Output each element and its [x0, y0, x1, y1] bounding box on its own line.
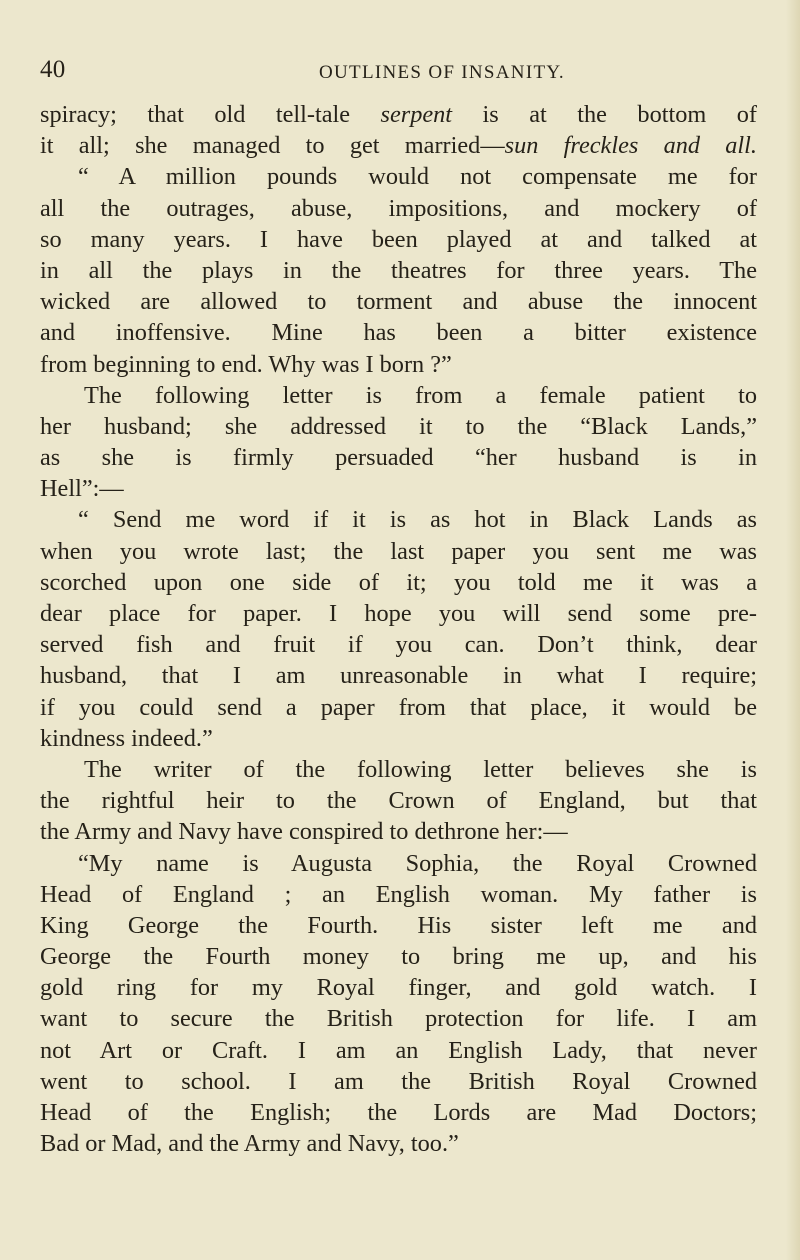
text-line: scorched upon one side of it; you told me it was a: [40, 568, 757, 596]
text-line: Bad or Mad, and the Army and Navy, too.”: [40, 1130, 459, 1158]
text-line: husband, that I am unreasonable in what I require;: [40, 662, 757, 690]
text-line: George the Fourth money to bring me up, and his: [40, 943, 757, 971]
text-line: so many years. I have been played at and talked at: [40, 225, 757, 253]
text-line: The following letter is from a female patient to: [84, 381, 757, 409]
text-line: Head of England ; an English woman. My father is: [40, 880, 757, 908]
text-line: when you wrote last; the last paper you sent me was: [40, 537, 757, 565]
text-line: not Art or Craft. I am an English Lady, that never: [40, 1036, 757, 1064]
text-line: as she is firmly persuaded “her husband is in: [40, 444, 757, 472]
text-line: “ Send me word if it is as hot in Black Lands as: [78, 506, 757, 534]
text-line: the Army and Navy have conspired to dethrone her:—: [40, 818, 568, 846]
text-line: in all the plays in the theatres for three years. The: [40, 256, 757, 284]
text-line: kindness indeed.”: [40, 724, 213, 752]
italic-phrase: sun freckles and all.: [504, 132, 757, 160]
text-line: and inoffensive. Mine has been a bitter existence: [40, 319, 757, 347]
text-line: dear place for paper. I hope you will send some pre-: [40, 600, 757, 627]
text-line: want to secure the British protection for life. I am: [40, 1005, 757, 1033]
text-line: the rightful heir to the Crown of England, but that: [40, 787, 757, 815]
text-line: served fish and fruit if you can. Don’t think, dear: [40, 631, 757, 659]
text-line: wicked are allowed to torment and abuse the innocent: [40, 288, 757, 316]
body-text: [40, 99, 757, 1159]
text-line: “ A million pounds would not compensate me for: [78, 163, 757, 191]
text-line: went to school. I am the British Royal Crowned: [40, 1067, 757, 1095]
text-line: “My name is Augusta Sophia, the Royal Crowned: [78, 849, 757, 877]
text-line: spiracy; that old tell-tale serpent is at the bottom of: [40, 101, 757, 128]
text-line: it all; she managed to get married—sun freckles and all.: [40, 132, 757, 160]
text-line: her husband; she addressed it to the “Black Lands,”: [40, 412, 757, 440]
page-header: [0, 56, 800, 86]
text-line: from beginning to end. Why was I born ?”: [40, 350, 452, 378]
text-line: Head of the English; the Lords are Mad Doctors;: [40, 1099, 757, 1126]
italic-phrase: serpent: [380, 101, 453, 128]
running-title: OUTLINES OF INSANITY.: [319, 62, 565, 83]
text-line: King George the Fourth. His sister left me and: [40, 911, 757, 939]
text-line: if you could send a paper from that place, it would be: [40, 693, 757, 721]
text-line: The writer of the following letter believes she is: [84, 755, 757, 783]
page-number: 40: [40, 56, 66, 83]
text-line: Hell”:—: [40, 475, 124, 503]
text-line: gold ring for my Royal finger, and gold watch. I: [40, 974, 757, 1002]
text-line: all the outrages, abuse, impositions, and mockery of: [40, 194, 757, 222]
